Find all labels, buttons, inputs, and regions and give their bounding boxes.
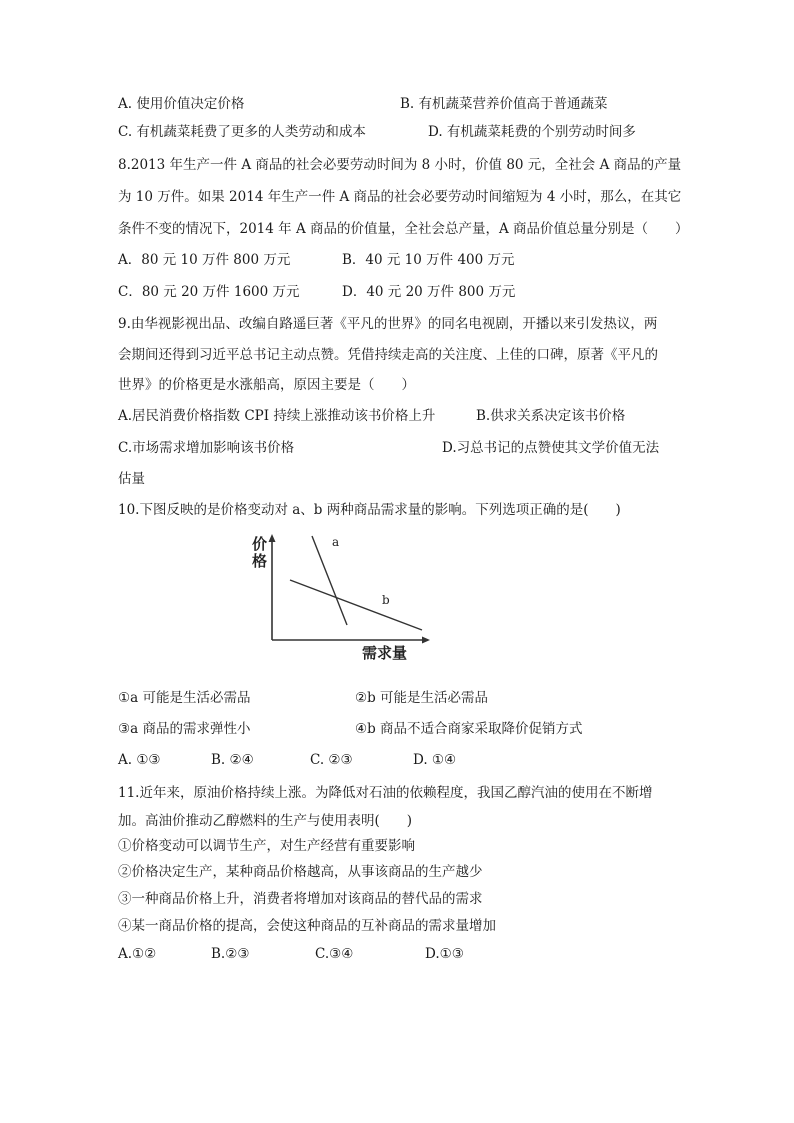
- q8-stem-line-2: 为 10 万件。如果 2014 年生产一件 A 商品的社会必要劳动时间缩短为 4 小时，那么，在其它: [118, 189, 682, 205]
- demand-line-a: [312, 536, 347, 625]
- demand-line-b-label: b: [382, 593, 390, 607]
- q9-stem-line-3: 世界》的价格更是水涨船高，原因主要是（ ）: [118, 377, 415, 393]
- demand-line-b: [290, 580, 422, 630]
- q9-option-b: B.供求关系决定该书价格: [476, 408, 626, 424]
- q7-option-b: B. 有机蔬菜营养价值高于普通蔬菜: [400, 96, 608, 112]
- q10-statement-4: ④b 商品不适合商家采取降价促销方式: [355, 721, 583, 737]
- q11-statement-4: ④某一商品价格的提高，会使这种商品的互补商品的需求量增加: [118, 918, 496, 934]
- q10-statement-3: ③a 商品的需求弹性小: [118, 721, 251, 737]
- q10-option-b: B. ②④: [211, 752, 254, 768]
- q8-option-d: D．40 元 20 万件 800 万元: [342, 284, 516, 300]
- q11-statement-1: ①价格变动可以调节生产，对生产经营有重要影响: [118, 838, 415, 854]
- q9-option-a: A.居民消费价格指数 CPI 持续上涨推动该书价格上升: [118, 408, 436, 424]
- q7-option-c: C. 有机蔬菜耗费了更多的人类劳动和成本: [118, 124, 366, 140]
- q10-statement-2: ②b 可能是生活必需品: [355, 690, 489, 706]
- figure-y-axis-arrow: [269, 534, 276, 542]
- q9-option-c: C.市场需求增加影响该书价格: [118, 440, 295, 456]
- q10-demand-figure: [250, 532, 430, 666]
- demand-line-a-label: a: [332, 535, 340, 549]
- figure-y-label-2: 格: [252, 552, 268, 570]
- q11-statement-3: ③一种商品价格上升，消费者将增加对该商品的替代品的需求: [118, 891, 483, 907]
- q9-stem-line-2: 会期间还得到习近平总书记主动点赞。凭借持续走高的关注度、上佳的口碑，原著《平凡的: [118, 347, 658, 363]
- q11-stem-line-1: 11.近年来，原油价格持续上涨。为降低对石油的依赖程度，我国乙醇汽油的使用在不断增: [118, 785, 653, 801]
- q11-option-d: D.①③: [425, 946, 464, 962]
- q9-option-d: D.习总书记的点赞使其文学价值无法: [442, 440, 660, 456]
- q11-option-c: C.③④: [315, 946, 354, 962]
- q10-stem: 10.下图反映的是价格变动对 a、b 两种商品需求量的影响。下列选项正确的是( ): [118, 502, 621, 518]
- q8-stem-line-1: 8.2013 年生产一件 A 商品的社会必要劳动时间为 8 小时，价值 80 元，全社会 A 商品的产量: [118, 157, 682, 173]
- q9-stem-line-1: 9.由华视影视出品、改编自路遥巨著《平凡的世界》的同名电视剧，开播以来引发热议，两: [118, 316, 658, 332]
- q8-stem-line-3: 条件不变的情况下，2014 年 A 商品的价值量，全社会总产量，A 商品价值总量分别是（ ）: [118, 221, 689, 237]
- q7-option-d: D. 有机蔬菜耗费的个别劳动时间多: [428, 124, 636, 140]
- q9-option-d-continuation: 估量: [118, 471, 145, 487]
- q11-stem-line-2: 加。高油价推动乙醇燃料的生产与使用表明( ): [118, 813, 413, 829]
- figure-y-label-1: 价: [252, 535, 268, 553]
- q10-option-c: C. ②③: [310, 752, 353, 768]
- q10-option-a: A. ①③: [118, 752, 161, 768]
- q8-option-a: A．80 元 10 万件 800 万元: [118, 252, 291, 268]
- q10-option-d: D. ①④: [413, 752, 457, 768]
- figure-x-axis-arrow: [422, 637, 430, 644]
- q7-option-a: A. 使用价值决定价格: [118, 96, 245, 112]
- q10-statement-1: ①a 可能是生活必需品: [118, 690, 251, 706]
- figure-x-label: 需求量: [362, 644, 408, 662]
- q8-option-b: B．40 元 10 万件 400 万元: [342, 252, 515, 268]
- q11-option-a: A.①②: [118, 946, 157, 962]
- q11-option-b: B.②③: [211, 946, 250, 962]
- q8-option-c: C．80 元 20 万件 1600 万元: [118, 284, 300, 300]
- q11-statement-2: ②价格决定生产，某种商品价格越高，从事该商品的生产越少: [118, 864, 483, 880]
